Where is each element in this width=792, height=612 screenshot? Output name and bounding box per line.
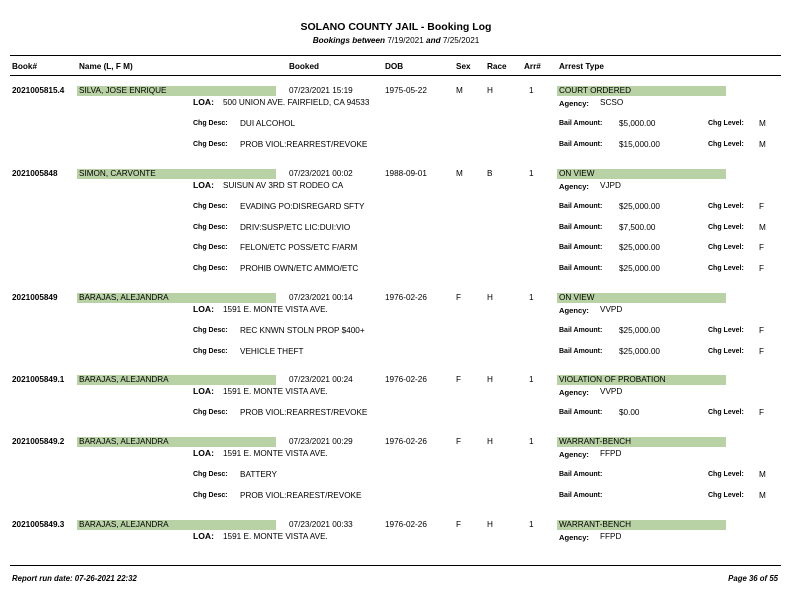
bail-amount-label: Bail Amount: xyxy=(559,120,603,127)
bail-amount: $15,000.00 xyxy=(619,139,660,149)
chg-level-label: Chg Level: xyxy=(708,327,744,334)
booked-datetime: 07/23/2021 00:29 xyxy=(289,437,353,446)
header-top-rule xyxy=(10,55,781,56)
loa-label: LOA: xyxy=(193,97,215,107)
loa-label: LOA: xyxy=(193,448,215,458)
date-of-birth: 1975-05-22 xyxy=(385,86,427,95)
race-value: H xyxy=(487,437,493,446)
bail-amount: $25,000.00 xyxy=(619,326,660,335)
arrest-type: COURT ORDERED xyxy=(559,86,632,95)
agency-value: VJPD xyxy=(600,181,621,190)
charge-level: F xyxy=(759,243,765,252)
date-of-birth: 1976-02-26 xyxy=(385,375,427,384)
bail-amount-label: Bail Amount: xyxy=(559,264,603,272)
arrest-number: 1 xyxy=(529,86,534,95)
agency-value: VVPD xyxy=(600,305,623,314)
race-value: H xyxy=(487,375,493,384)
charge-description: VEHICLE THEFT xyxy=(240,346,304,356)
chg-desc-label: Chg Desc: xyxy=(193,203,228,210)
arrest-number: 1 xyxy=(529,437,534,446)
booked-datetime: 07/23/2021 00:14 xyxy=(289,293,353,302)
agency-value: SCSO xyxy=(600,98,624,107)
booked-datetime: 07/23/2021 00:24 xyxy=(289,375,353,384)
booking-number: 2021005848 xyxy=(12,169,58,178)
page-number: Page 36 of 55 xyxy=(728,574,778,583)
col-header-dob: DOB xyxy=(385,62,404,71)
agency-value: FFPD xyxy=(600,449,622,458)
charge-level: F xyxy=(759,202,765,211)
chg-level-label: Chg Level: xyxy=(708,203,744,210)
charge-level: M xyxy=(759,139,766,149)
report-subtitle xyxy=(0,36,792,45)
col-header-race: Race xyxy=(487,62,507,71)
booking-number: 2021005849.1 xyxy=(12,375,65,384)
chg-desc-label: Chg Desc: xyxy=(193,120,228,127)
chg-level-label: Chg Level: xyxy=(708,347,744,355)
agency-value: VVPD xyxy=(600,387,623,396)
sex-value: M xyxy=(456,169,463,178)
sex-value: F xyxy=(456,293,462,302)
agency-label: Agency: xyxy=(559,450,589,459)
bail-amount-label: Bail Amount: xyxy=(559,140,603,148)
inmate-name: SIMON, CARVONTE xyxy=(79,169,156,178)
col-header-booked: Booked xyxy=(289,62,320,71)
chg-desc-label: Chg Desc: xyxy=(193,471,228,478)
arrest-number: 1 xyxy=(529,375,534,384)
bail-amount: $25,000.00 xyxy=(619,346,660,356)
chg-desc-label: Chg Desc: xyxy=(193,491,228,499)
subtitle-end-date: 7/25/2021 xyxy=(442,36,480,45)
charge-description: PROHIB OWN/ETC AMMO/ETC xyxy=(240,263,359,273)
booked-datetime: 07/23/2021 15:19 xyxy=(289,86,353,95)
date-of-birth: 1976-02-26 xyxy=(385,520,427,529)
footer-rule xyxy=(10,565,781,566)
inmate-name: BARAJAS, ALEJANDRA xyxy=(79,520,169,529)
race-value: H xyxy=(487,293,493,302)
chg-level-label: Chg Level: xyxy=(708,223,744,231)
chg-level-label: Chg Level: xyxy=(708,140,744,148)
col-header-arrest-type: Arrest Type xyxy=(559,62,604,71)
arrest-type: ON VIEW xyxy=(559,293,595,302)
agency-label: Agency: xyxy=(559,182,589,191)
chg-level-label: Chg Level: xyxy=(708,244,744,251)
bail-amount: $25,000.00 xyxy=(619,202,660,211)
chg-desc-label: Chg Desc: xyxy=(193,244,228,251)
subtitle-joiner: and xyxy=(426,36,441,45)
charge-description: DRIV:SUSP/ETC LIC:DUI:VIO xyxy=(240,222,351,232)
sex-value: F xyxy=(456,437,462,446)
race-value: B xyxy=(487,169,493,178)
inmate-name: BARAJAS, ALEJANDRA xyxy=(79,437,169,446)
subtitle-prefix: Bookings between xyxy=(312,36,386,45)
loa-address: 1591 E. MONTE VISTA AVE. xyxy=(223,532,328,541)
agency-label: Agency: xyxy=(559,99,589,108)
chg-desc-label: Chg Desc: xyxy=(193,264,228,272)
subtitle-start-date: 7/19/2021 xyxy=(387,36,424,45)
charge-description: BATTERY xyxy=(240,470,278,479)
chg-level-label: Chg Level: xyxy=(708,264,744,272)
charge-level: F xyxy=(759,326,765,335)
date-of-birth: 1976-02-26 xyxy=(385,437,427,446)
booked-datetime: 07/23/2021 00:02 xyxy=(289,169,353,178)
charge-level: M xyxy=(759,222,766,232)
arrest-type: WARRANT-BENCH xyxy=(559,437,632,446)
chg-level-label: Chg Level: xyxy=(708,471,744,478)
bail-amount: $5,000.00 xyxy=(619,119,656,128)
report-title: SOLANO COUNTY JAIL - Booking Log xyxy=(300,21,492,33)
chg-desc-label: Chg Desc: xyxy=(193,223,228,231)
loa-address: 500 UNION AVE. FAIRFIELD, CA 94533 xyxy=(223,98,370,107)
loa-address: SUISUN AV 3RD ST RODEO CA xyxy=(223,181,344,190)
charge-description: FELON/ETC POSS/ETC F/ARM xyxy=(240,243,358,252)
charge-level: F xyxy=(759,408,765,417)
arrest-type: VIOLATION OF PROBATION xyxy=(559,375,666,384)
bail-amount: $0.00 xyxy=(619,408,640,417)
sex-value: F xyxy=(456,375,462,384)
charge-description: EVADING PO:DISREGARD SFTY xyxy=(240,202,365,211)
col-header-sex: Sex xyxy=(456,62,471,71)
arrest-type: WARRANT-BENCH xyxy=(559,520,632,529)
arrest-number: 1 xyxy=(529,169,534,178)
bail-amount: $25,000.00 xyxy=(619,263,660,273)
charge-level: M xyxy=(759,119,766,128)
bail-amount-label: Bail Amount: xyxy=(559,471,603,478)
bail-amount-label: Bail Amount: xyxy=(559,409,603,416)
col-header-book: Book# xyxy=(12,62,38,71)
inmate-name: BARAJAS, ALEJANDRA xyxy=(79,375,169,384)
loa-address: 1591 E. MONTE VISTA AVE. xyxy=(223,387,328,396)
chg-level-label: Chg Level: xyxy=(708,120,744,127)
bail-amount: $7,500.00 xyxy=(619,222,656,232)
loa-address: 1591 E. MONTE VISTA AVE. xyxy=(223,449,328,458)
arrest-number: 1 xyxy=(529,293,534,302)
inmate-name: SILVA, JOSE ENRIQUE xyxy=(79,86,167,95)
booking-number: 2021005815.4 xyxy=(12,86,65,95)
chg-level-label: Chg Level: xyxy=(708,409,744,416)
booking-number: 2021005849.3 xyxy=(12,520,65,529)
charge-description: REC KNWN STOLN PROP $400+ xyxy=(240,326,365,335)
booking-number: 2021005849 xyxy=(12,293,58,302)
charge-description: PROB VIOL:REAREST/REVOKE xyxy=(240,490,362,500)
arrest-type: ON VIEW xyxy=(559,169,595,178)
chg-desc-label: Chg Desc: xyxy=(193,140,228,148)
col-header-arr: Arr# xyxy=(524,62,541,71)
sex-value: M xyxy=(456,86,463,95)
charge-description: DUI ALCOHOL xyxy=(240,119,296,128)
agency-label: Agency: xyxy=(559,306,589,315)
chg-level-label: Chg Level: xyxy=(708,491,744,499)
sex-value: F xyxy=(456,520,462,529)
booking-number: 2021005849.2 xyxy=(12,437,65,446)
bail-amount-label: Bail Amount: xyxy=(559,244,603,251)
bail-amount-label: Bail Amount: xyxy=(559,491,603,499)
charge-level: M xyxy=(759,490,766,500)
report-run-date: Report run date: 07-26-2021 22:32 xyxy=(12,574,137,583)
date-of-birth: 1976-02-26 xyxy=(385,293,427,302)
charge-level: M xyxy=(759,470,766,479)
charge-description: PROB VIOL:REARREST/REVOKE xyxy=(240,139,368,149)
bail-amount-label: Bail Amount: xyxy=(559,347,603,355)
loa-label: LOA: xyxy=(193,386,215,396)
loa-label: LOA: xyxy=(193,304,215,314)
charge-description: PROB VIOL:REARREST/REVOKE xyxy=(240,408,368,417)
agency-label: Agency: xyxy=(559,388,589,397)
charge-level: F xyxy=(759,346,765,356)
chg-desc-label: Chg Desc: xyxy=(193,327,228,334)
charge-level: F xyxy=(759,263,765,273)
agency-value: FFPD xyxy=(600,532,622,541)
loa-label: LOA: xyxy=(193,180,215,190)
booked-datetime: 07/23/2021 00:33 xyxy=(289,520,353,529)
loa-address: 1591 E. MONTE VISTA AVE. xyxy=(223,305,328,314)
loa-label: LOA: xyxy=(193,531,215,541)
header-bottom-rule xyxy=(10,75,781,76)
race-value: H xyxy=(487,520,493,529)
agency-label: Agency: xyxy=(559,533,589,542)
chg-desc-label: Chg Desc: xyxy=(193,347,228,355)
inmate-name: BARAJAS, ALEJANDRA xyxy=(79,293,169,302)
col-header-name: Name (L, F M) xyxy=(79,62,133,71)
race-value: H xyxy=(487,86,493,95)
arrest-number: 1 xyxy=(529,520,534,529)
bail-amount: $25,000.00 xyxy=(619,243,660,252)
bail-amount-label: Bail Amount: xyxy=(559,203,603,210)
bail-amount-label: Bail Amount: xyxy=(559,327,603,334)
bail-amount-label: Bail Amount: xyxy=(559,223,603,231)
date-of-birth: 1988-09-01 xyxy=(385,169,427,178)
chg-desc-label: Chg Desc: xyxy=(193,409,228,416)
